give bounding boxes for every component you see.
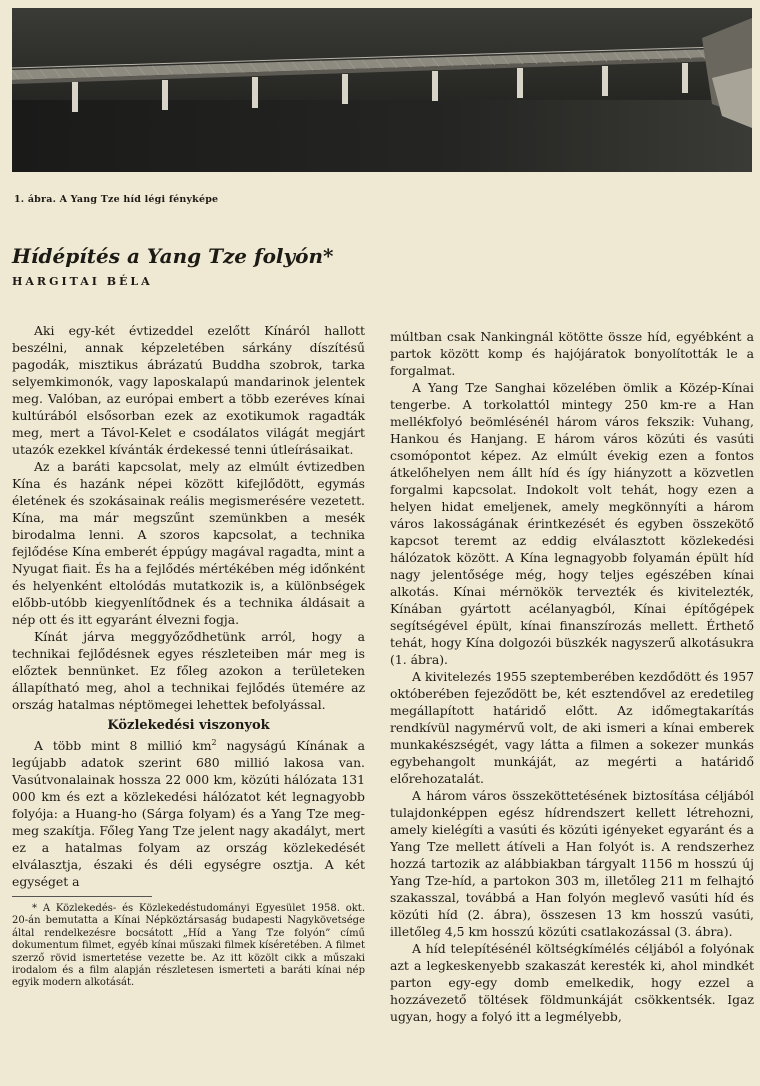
footnote [12,903,365,990]
bridge-aerial-photo [12,8,752,172]
figure-caption: 1. ábra. A Yang Tze híd légi fényképe [14,194,219,205]
section-heading: Közlekedési viszonyok [107,718,270,733]
footnote-divider [12,896,152,897]
paragraph: A kivitelezés 1955 szeptemberében kezdődött és 1957 októberében fejeződött be, két esztendővel az eredetileg megállapított határidő előtt. Az időmegtakarítás rendkívül nagymérvű volt, de aki ismeri a kínai emberek munkakészségét, vagy látta a filmen a sokezer munkás egybehangolt munkáját, az megérti a határidő előrehozatalát. [390,669,754,786]
paragraph: Aki egy-két évtizeddel ezelőtt Kínáról hallott beszélni, annak képzeletében sárkány díszítésű pagodák, misztikus ábrázatú Buddha szobrok, tarka selyemkimonók, vagy laposkalapú mandarinok jelentek meg. Valóban, az európai embert a több ezeréves kínai kultúrából elsősorban ezek az exotikumok ragadták meg, mert a Távol-Kelet e csodálatos világát megjárt utazók ezekkel kívánták érdekessé tenni útleírásaikat. [12,323,365,457]
paragraph: Kínát járva meggyőződhetünk arról, hogy a technikai fejlődésnek egyes részleteiben már meg is előztek bennünket. Ez főleg azokon a területeken állapítható meg, ahol a technikai fejlődés ütemére az ország hatalmas néptömegei lehettek befolyással. [12,629,365,712]
paragraph: Az a baráti kapcsolat, mely az elmúlt évtizedben Kína és hazánk népei között kifejlődött, egymás életének és szokásainak reális megismerésére vezetett. Kína, ma már megszűnt szemünkben a mesék birodalma lenni. A szoros kapcsolat, a technika fejlődése Kína emberét éppúgy magával ragadta, mint a Nyugat fiait. És ha a fejlődés mértékében még időnként és helyenként eltolódás mutatkozik is, a különbségek előbb-utóbb kiegyenlítődnek és a technika áldásait a nép ott és itt egyaránt élvezni fogja. [12,459,365,627]
paragraph-text: A több mint 8 millió km [34,738,212,753]
bridge-photo-illustration [12,8,752,172]
paragraph: múltban csak Nankingnál kötötte össze híd, egyébként a partok között komp és hajójáratok bonyolították le a forgalmat. [390,329,754,378]
paragraph-text: nagyságú Kínának a legújabb adatok szerint 680 millió lakosa van. Vasútvonalainak hossza 22 000 km, közúti hálózata 131 000 km és ezt a közlekedési hálózatot két legnagyobb folyója: a Huang-ho (Sárga folyam) és a Yang Tze meg-meg szakítja. Főleg Yang Tze jelent nagy akadályt, mert ez a hatalmas folyam az ország közlekedését elválasztja, északi és déli egységre osztja. A két egységet a [12,738,365,889]
paragraph: A három város összeköttetésének biztosítása céljából tulajdonképpen egész hídrendszert kellett létrehozni, amely kielégíti a vasúti és közúti igényeket egyaránt és a Yang Tze mellett átíveli a Han folyót is. A rendszerhez hozzá tartozik az alábbiakban tárgyalt 1156 m hosszú új Yang Tze-híd, a partokon 303 m, illetőleg 211 m felhajtó szakasszal, továbbá a Han folyón meglevő vasúti híd és közúti híd (2. ábra), összesen 13 km hosszú vasúti, illetőleg 4,5 km hosszú közúti csatlakozással (3. ábra). [390,788,754,939]
left-column [12,322,365,990]
superscript: 2 [211,737,217,747]
paragraph: A Yang Tze Sanghai közelében ömlik a Közép-Kínai tengerbe. A torkolattól mintegy 250 km-re a Han mellékfolyó beömlésénél három város fekszik: Vuhang, Hankou és Hanjang. E három város közúti és vasúti csomópontot képez. Az elmúlt évekig ezen a fontos átkelőhelyen nem állt híd és így hiányzott a közvetlen forgalmi kapcsolat. Indokolt volt tehát, hogy ezen a helyen hidat emeljenek, amely megkönnyíti a három város lakosságának érintkezését és egyben összekötő kapcsot teremt az eddig elválasztott közlekedési hálózatok között. A Kína legnagyobb folyamán épült híd nagy jelentősége még, hogy teljes egészében kínai alkotás. Kínai mérnökök tervezték és kivitelezték, Kínában gyártott acélanyagból, Kínai építőgépek segítségével épült, kínai finanszírozás mellett. Érthető tehát, hogy Kína dolgozói büszkék nagyszerű alkotásukra (1. ábra). [390,380,754,667]
right-column [390,328,754,1025]
paragraph [12,737,365,890]
footnote-text: * A Közlekedés- és Közlekedéstudományi Egyesület 1958. okt. 20-án bemutatta a Kínai Népköztársaság budapesti Nagykövetsége által rendelkezésre bocsátott „Híd a Yang Tze folyón” című dokumentum filmet, egyéb kínai műszaki filmek kíséretében. A filmet szerző rövid ismertetése vezette be. Az itt közölt cikk a műszaki irodalom és a film alapján részletesen ismerteti a baráti kínai nép egyik modern alkotását. [12,903,365,989]
article-author: HARGITAI BÉLA [12,275,153,288]
paragraph: A híd telepítésénél költségkímélés céljából a folyónak azt a legkeskenyebb szakaszát keresték ki, ahol mindkét parton egy-egy domb emelkedik, hogy ezzel a hozzávezető töltések földmunkáját csökkentsék. Igaz ugyan, hogy a folyó itt a legmélyebb, [390,941,754,1024]
article-title: Hídépítés a Yang Tze folyón* [12,244,334,268]
